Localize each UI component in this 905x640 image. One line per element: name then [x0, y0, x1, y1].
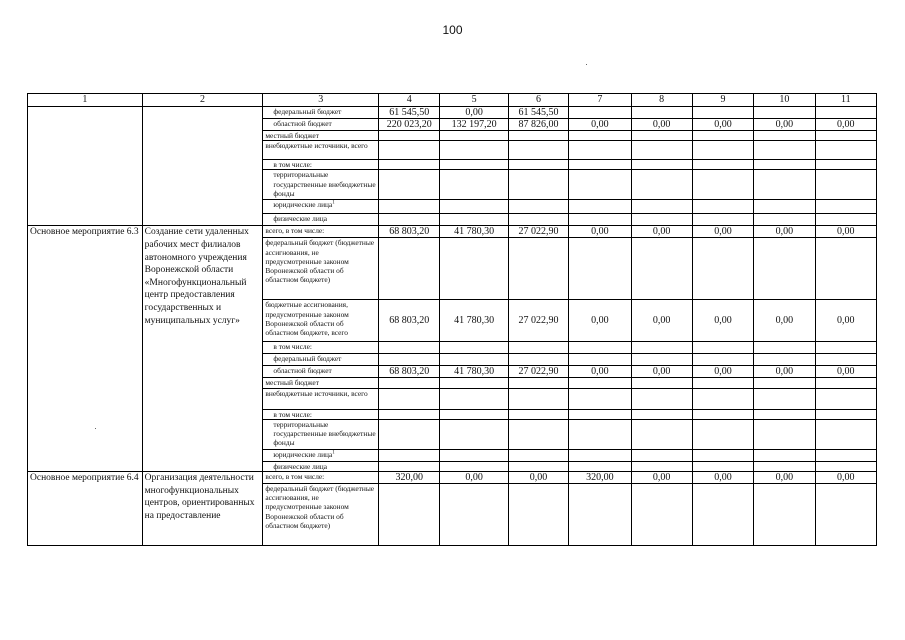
amount-col-6	[508, 461, 568, 471]
amount-col-6: 0,00	[508, 472, 568, 484]
amount-col-10	[754, 342, 815, 354]
amount-col-8	[631, 214, 692, 226]
amount-col-6: 27 022,90	[508, 366, 568, 378]
amount-col-4	[379, 409, 440, 419]
amount-col-11	[815, 141, 876, 160]
amount-col-5	[440, 141, 508, 160]
amount-col-9	[692, 484, 753, 546]
amount-col-5	[440, 160, 508, 170]
amount-col-7	[569, 354, 631, 366]
amount-col-4	[379, 141, 440, 160]
amount-col-9	[692, 388, 753, 409]
amount-col-6	[508, 214, 568, 226]
funding-source	[263, 366, 379, 378]
amount-col-4	[379, 388, 440, 409]
amount-col-9	[692, 419, 753, 449]
activity-number	[28, 107, 143, 226]
activity-description: Организация деятельности многофункциональных центров, ориентированных на предоставление	[142, 472, 263, 546]
amount-col-5	[440, 342, 508, 354]
funding-source	[263, 131, 379, 141]
amount-col-7	[569, 238, 631, 300]
funding-source-label: внебюджетные источники, всего	[265, 141, 368, 151]
amount-col-11	[815, 200, 876, 214]
amount-col-7	[569, 409, 631, 419]
amount-col-10: 0,00	[754, 226, 815, 238]
amount-col-11: 0,00	[815, 226, 876, 238]
amount-col-10	[754, 200, 815, 214]
funding-source-label: юридические лица	[273, 449, 333, 459]
amount-col-7	[569, 200, 631, 214]
amount-col-4	[379, 238, 440, 300]
funding-source-label: физические лица	[273, 214, 328, 224]
amount-col-9	[692, 461, 753, 471]
amount-col-5	[440, 378, 508, 388]
amount-col-4	[379, 170, 440, 200]
column-header-6: 6	[508, 94, 568, 107]
amount-col-7	[569, 419, 631, 449]
amount-col-8	[631, 131, 692, 141]
funding-source-label: федеральный бюджет	[273, 107, 342, 116]
funding-source	[263, 449, 379, 461]
funding-source	[263, 238, 379, 300]
table-row	[28, 226, 877, 238]
amount-col-7: 0,00	[569, 366, 631, 378]
amount-col-11	[815, 409, 876, 419]
amount-col-6: 87 826,00	[508, 119, 568, 131]
funding-source-label: федеральный бюджет (бюджетные ассигнования, не предусмотренные законом Воронежской области об областном бюджете)	[265, 484, 375, 530]
amount-col-8	[631, 107, 692, 119]
amount-col-4	[379, 342, 440, 354]
funding-source-label: областной бюджет	[273, 366, 332, 376]
amount-col-6	[508, 449, 568, 461]
amount-col-6: 61 545,50	[508, 107, 568, 119]
amount-col-5	[440, 484, 508, 546]
amount-col-9	[692, 131, 753, 141]
amount-col-10	[754, 214, 815, 226]
amount-col-8: 0,00	[631, 366, 692, 378]
amount-col-6	[508, 170, 568, 200]
amount-col-7	[569, 107, 631, 119]
amount-col-9: 0,00	[692, 472, 753, 484]
amount-col-8	[631, 484, 692, 546]
amount-col-10	[754, 107, 815, 119]
amount-col-11	[815, 461, 876, 471]
footnote-marker: 1	[332, 450, 335, 456]
amount-col-7	[569, 378, 631, 388]
amount-col-4	[379, 419, 440, 449]
column-header-1: 1	[28, 94, 143, 107]
amount-col-11	[815, 238, 876, 300]
funding-source-label: бюджетные ассигнования, предусмотренные законом Воронежской области об областном бюджете, всего	[265, 300, 349, 338]
amount-col-4	[379, 484, 440, 546]
amount-col-8	[631, 461, 692, 471]
amount-col-9	[692, 238, 753, 300]
funding-source	[263, 141, 379, 160]
funding-source-label: местный бюджет	[265, 378, 319, 388]
funding-source-label: всего, в том числе:	[265, 226, 325, 236]
funding-source	[263, 107, 379, 119]
amount-col-7	[569, 461, 631, 471]
amount-col-5	[440, 200, 508, 214]
amount-col-10: 0,00	[754, 472, 815, 484]
amount-col-8	[631, 170, 692, 200]
funding-source-label: внебюджетные источники, всего	[265, 388, 368, 398]
amount-col-6	[508, 484, 568, 546]
amount-col-11: 0,00	[815, 366, 876, 378]
amount-col-10	[754, 409, 815, 419]
funding-source-label: юридические лица	[273, 200, 333, 210]
amount-col-10	[754, 484, 815, 546]
amount-col-10	[754, 461, 815, 471]
funding-source-label: в том числе:	[273, 409, 312, 419]
column-header-9: 9	[692, 94, 753, 107]
amount-col-10	[754, 354, 815, 366]
amount-col-9	[692, 449, 753, 461]
amount-col-8: 0,00	[631, 226, 692, 238]
amount-col-7	[569, 484, 631, 546]
amount-col-9	[692, 170, 753, 200]
amount-col-8	[631, 388, 692, 409]
funding-source-label: территориальные государственные внебюджетные фонды	[273, 419, 376, 448]
amount-col-10	[754, 419, 815, 449]
amount-col-11	[815, 170, 876, 200]
column-header-8: 8	[631, 94, 692, 107]
amount-col-4: 220 023,20	[379, 119, 440, 131]
amount-col-9	[692, 160, 753, 170]
amount-col-9	[692, 200, 753, 214]
amount-col-7: 320,00	[569, 472, 631, 484]
activity-description	[142, 107, 263, 226]
amount-col-4	[379, 461, 440, 471]
amount-col-10: 0,00	[754, 300, 815, 342]
amount-col-5: 41 780,30	[440, 226, 508, 238]
amount-col-10	[754, 131, 815, 141]
amount-col-8	[631, 160, 692, 170]
amount-col-4: 68 803,20	[379, 366, 440, 378]
table-row	[28, 107, 877, 119]
amount-col-11	[815, 214, 876, 226]
table-body	[28, 107, 877, 546]
column-header-3: 3	[263, 94, 379, 107]
amount-col-8	[631, 409, 692, 419]
table-row	[28, 472, 877, 484]
funding-source-label: федеральный бюджет	[273, 354, 342, 364]
amount-col-9	[692, 141, 753, 160]
amount-col-8	[631, 419, 692, 449]
amount-col-4	[379, 449, 440, 461]
amount-col-5: 41 780,30	[440, 366, 508, 378]
funding-source-label: областной бюджет	[273, 119, 332, 128]
amount-col-7	[569, 160, 631, 170]
amount-col-11	[815, 419, 876, 449]
amount-col-8	[631, 342, 692, 354]
amount-col-4: 61 545,50	[379, 107, 440, 119]
amount-col-8	[631, 238, 692, 300]
amount-col-10	[754, 449, 815, 461]
amount-col-8: 0,00	[631, 300, 692, 342]
amount-col-5	[440, 131, 508, 141]
amount-col-11	[815, 107, 876, 119]
amount-col-6	[508, 238, 568, 300]
funding-source	[263, 472, 379, 484]
funding-source	[263, 226, 379, 238]
amount-col-6	[508, 342, 568, 354]
amount-col-7: 0,00	[569, 119, 631, 131]
amount-col-11	[815, 354, 876, 366]
funding-source	[263, 200, 379, 214]
amount-col-5	[440, 419, 508, 449]
amount-col-4	[379, 160, 440, 170]
amount-col-9: 0,00	[692, 226, 753, 238]
amount-col-6	[508, 354, 568, 366]
amount-col-6	[508, 141, 568, 160]
funding-source	[263, 484, 379, 546]
amount-col-4	[379, 378, 440, 388]
amount-col-4	[379, 354, 440, 366]
amount-col-11	[815, 388, 876, 409]
activity-number: Основное мероприятие 6.3	[28, 226, 143, 472]
column-header-10: 10	[754, 94, 815, 107]
funding-source	[263, 119, 379, 131]
amount-col-4	[379, 200, 440, 214]
amount-col-4	[379, 214, 440, 226]
column-header-2: 2	[142, 94, 263, 107]
amount-col-11	[815, 160, 876, 170]
funding-source-label: физические лица	[273, 461, 328, 471]
budget-table	[27, 93, 877, 546]
amount-col-5	[440, 354, 508, 366]
amount-col-8	[631, 141, 692, 160]
funding-source-label: федеральный бюджет (бюджетные ассигнования, не предусмотренные законом Воронежской области об областном бюджете)	[265, 238, 375, 285]
amount-col-6	[508, 160, 568, 170]
amount-col-7	[569, 141, 631, 160]
funding-source	[263, 388, 379, 409]
amount-col-9	[692, 214, 753, 226]
amount-col-5	[440, 214, 508, 226]
amount-col-5	[440, 170, 508, 200]
amount-col-6: 27 022,90	[508, 300, 568, 342]
amount-col-7: 0,00	[569, 300, 631, 342]
amount-col-7	[569, 170, 631, 200]
amount-col-4: 68 803,20	[379, 300, 440, 342]
column-header-7: 7	[569, 94, 631, 107]
amount-col-7	[569, 388, 631, 409]
column-header-5: 5	[440, 94, 508, 107]
activity-number: Основное мероприятие 6.4	[28, 472, 143, 546]
amount-col-5	[440, 388, 508, 409]
amount-col-11	[815, 342, 876, 354]
amount-col-8: 0,00	[631, 119, 692, 131]
amount-col-4: 320,00	[379, 472, 440, 484]
amount-col-9	[692, 342, 753, 354]
amount-col-11: 0,00	[815, 119, 876, 131]
amount-col-9	[692, 354, 753, 366]
amount-col-5: 0,00	[440, 107, 508, 119]
amount-col-8	[631, 378, 692, 388]
funding-source-label: в том числе:	[273, 160, 312, 170]
amount-col-5: 41 780,30	[440, 300, 508, 342]
amount-col-10	[754, 170, 815, 200]
amount-col-4: 68 803,20	[379, 226, 440, 238]
amount-col-11	[815, 449, 876, 461]
activity-description: Создание сети удаленных рабочих мест филиалов автономного учреждения Воронежской области «Многофункциональный центр предоставления государственных и муниципальных услуг»	[142, 226, 263, 472]
amount-col-11: 0,00	[815, 472, 876, 484]
amount-col-11	[815, 131, 876, 141]
funding-source	[263, 342, 379, 354]
amount-col-7	[569, 342, 631, 354]
amount-col-6	[508, 388, 568, 409]
funding-source	[263, 300, 379, 342]
column-header-11: 11	[815, 94, 876, 107]
scan-speck	[586, 64, 587, 65]
amount-col-9	[692, 378, 753, 388]
amount-col-10	[754, 238, 815, 300]
column-header-4: 4	[379, 94, 440, 107]
amount-col-11	[815, 378, 876, 388]
funding-source	[263, 170, 379, 200]
amount-col-10: 0,00	[754, 119, 815, 131]
column-header-row	[28, 94, 877, 107]
amount-col-10	[754, 378, 815, 388]
amount-col-8: 0,00	[631, 472, 692, 484]
funding-source-label: территориальные государственные внебюджетные фонды	[273, 170, 376, 198]
amount-col-9: 0,00	[692, 366, 753, 378]
amount-col-6	[508, 131, 568, 141]
amount-col-4	[379, 131, 440, 141]
amount-col-9: 0,00	[692, 119, 753, 131]
amount-col-8	[631, 449, 692, 461]
funding-source	[263, 461, 379, 471]
funding-source	[263, 409, 379, 419]
amount-col-5	[440, 409, 508, 419]
funding-source	[263, 214, 379, 226]
amount-col-10	[754, 141, 815, 160]
funding-source	[263, 354, 379, 366]
amount-col-9	[692, 409, 753, 419]
funding-source	[263, 419, 379, 449]
amount-col-9: 0,00	[692, 300, 753, 342]
amount-col-6	[508, 200, 568, 214]
page-number: 100	[442, 23, 463, 37]
amount-col-6	[508, 419, 568, 449]
funding-source-label: всего, в том числе:	[265, 472, 325, 482]
amount-col-5	[440, 238, 508, 300]
amount-col-7	[569, 449, 631, 461]
funding-source-label: в том числе:	[273, 342, 312, 352]
funding-source-label: местный бюджет	[265, 131, 319, 140]
footnote-marker: 1	[332, 200, 335, 206]
amount-col-9	[692, 107, 753, 119]
amount-col-6	[508, 409, 568, 419]
amount-col-5	[440, 449, 508, 461]
funding-source	[263, 378, 379, 388]
amount-col-5	[440, 461, 508, 471]
amount-col-10: 0,00	[754, 366, 815, 378]
amount-col-6	[508, 378, 568, 388]
amount-col-8	[631, 200, 692, 214]
amount-col-5: 132 197,20	[440, 119, 508, 131]
amount-col-10	[754, 388, 815, 409]
amount-col-11	[815, 484, 876, 546]
amount-col-11: 0,00	[815, 300, 876, 342]
amount-col-7	[569, 131, 631, 141]
amount-col-7	[569, 214, 631, 226]
funding-source	[263, 160, 379, 170]
amount-col-7: 0,00	[569, 226, 631, 238]
amount-col-8	[631, 354, 692, 366]
amount-col-6: 27 022,90	[508, 226, 568, 238]
amount-col-10	[754, 160, 815, 170]
amount-col-5: 0,00	[440, 472, 508, 484]
